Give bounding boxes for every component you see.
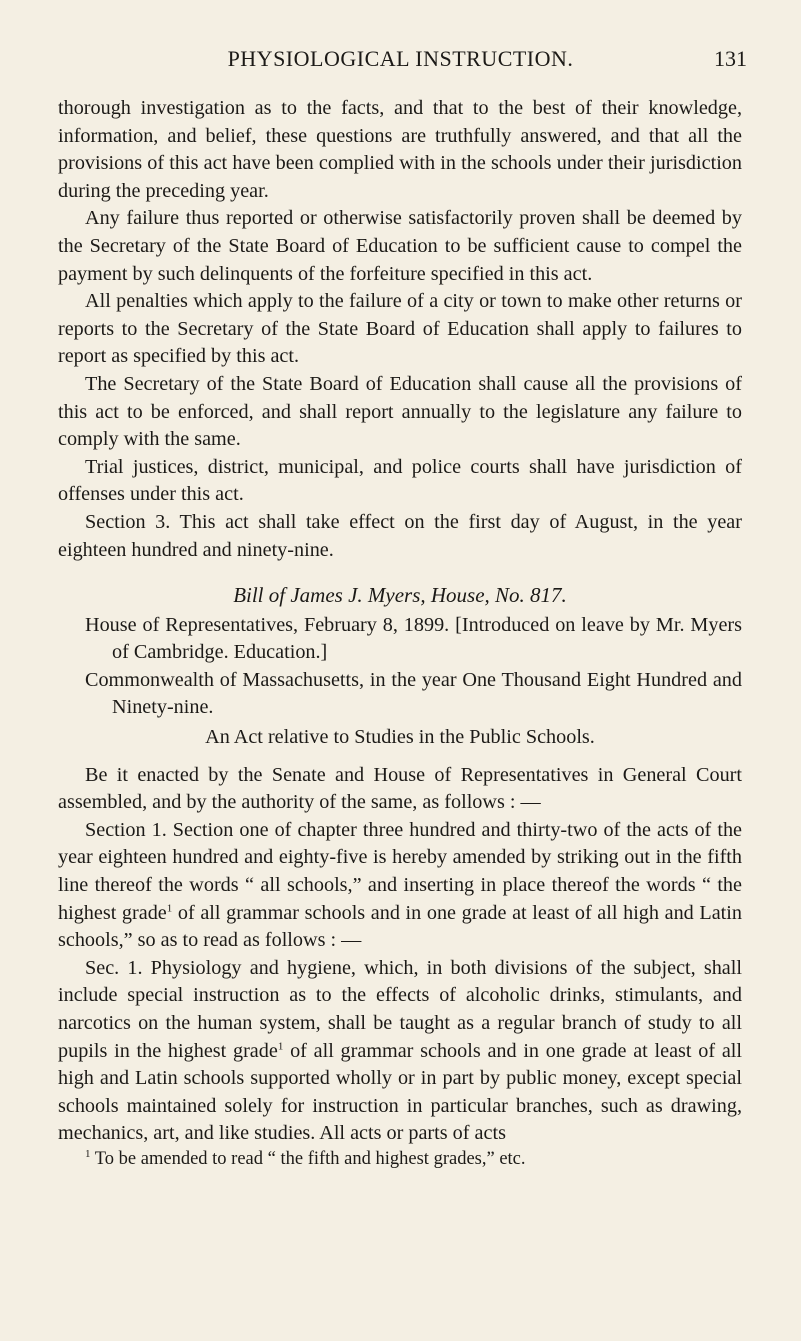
- sec-1-text: Sec. 1. Physiology and hygiene, which, in both divisions of the subject, shall include special instruction as to the effects of alcoholic drinks, stimulants, and narcotics on the human system, shall be taught as a regular branch of study to all pupils in the highest grade: [58, 956, 742, 1062]
- paragraph-failure: Any failure thus reported or otherwise satisfactorily proven shall be deemed by the Secretary of the State Board of Education to be sufficient cause to compel the payment by such delinquents of the forfeiture specified in this act.: [58, 207, 742, 285]
- bill-heading: Bill of James J. Myers, House, No. 817.: [233, 583, 567, 608]
- section-1-paragraph: [58, 817, 742, 955]
- section-1-text-continued: of all grammar schools and in one grade at least of all high and Latin schools,” so as to read as follows : —: [58, 901, 742, 952]
- bill-commonwealth: Commonwealth of Massachusetts, in the year One Thousand Eight Hundred and Ninety-nine.: [85, 668, 742, 719]
- page-number: 131: [714, 46, 747, 71]
- act-title: An Act relative to Studies in the Public Schools.: [205, 726, 595, 749]
- paragraph-courts: Trial justices, district, municipal, and police courts shall have jurisdiction of offenses under this act.: [58, 455, 742, 506]
- body-text: [58, 95, 742, 1170]
- sec-1-text-continued: of all grammar schools and in one grade at least of all high and Latin schools supported wholly or in part by public money, except special schools maintained solely for instruction in particular branches, such as drawing, mechanics, art, and like studies. All acts or parts of acts: [58, 1039, 742, 1145]
- footnote-reference: 1: [277, 1039, 284, 1052]
- sec-1-paragraph: [58, 955, 742, 1148]
- paragraph-penalties: All penalties which apply to the failure of a city or town to make other returns or reports to the Secretary of the State Board of Education shall apply to failures to report as specified by this act.: [58, 290, 742, 368]
- footnote-reference: 1: [166, 901, 173, 914]
- enacting-clause: Be it enacted by the Senate and House of Representatives in General Court assembled, and by the authority of the same, as follows : —: [58, 763, 742, 814]
- paragraph-continuation: thorough investigation as to the facts, and that to the best of their knowledge, information, and belief, these questions are truthfully answered, and that all the provisions of this act have been complied with in the schools under their jurisdiction during the preceding year.: [58, 97, 742, 202]
- running-title: PHYSIOLOGICAL INSTRUCTION.: [227, 46, 574, 71]
- footnote-marker: 1: [85, 1147, 91, 1160]
- paragraph-secretary: The Secretary of the State Board of Education shall cause all the provisions of this act to be enforced, and shall report annually to the legislature any failure to comply with the same.: [58, 372, 742, 451]
- paragraph-section-3: Section 3. This act shall take effect on the first day of August, in the year eighteen hundred and ninety-nine.: [58, 510, 742, 561]
- footnote: [58, 1148, 742, 1170]
- section-1-text: Section 1. Section one of chapter three hundred and thirty-two of the acts of the year eighteen hundred and eighty-five is hereby amended by striking out in the fifth line thereof the words “ all schools,” and inserting in place thereof the words “ the highest grade: [58, 818, 742, 924]
- running-head: [0, 46, 801, 86]
- footnote-text: To be amended to read “ the fifth and highest grades,” etc.: [90, 1148, 526, 1169]
- bill-intro: House of Representatives, February 8, 1899. [Introduced on leave by Mr. Myers of Cambridge. Education.]: [85, 613, 742, 664]
